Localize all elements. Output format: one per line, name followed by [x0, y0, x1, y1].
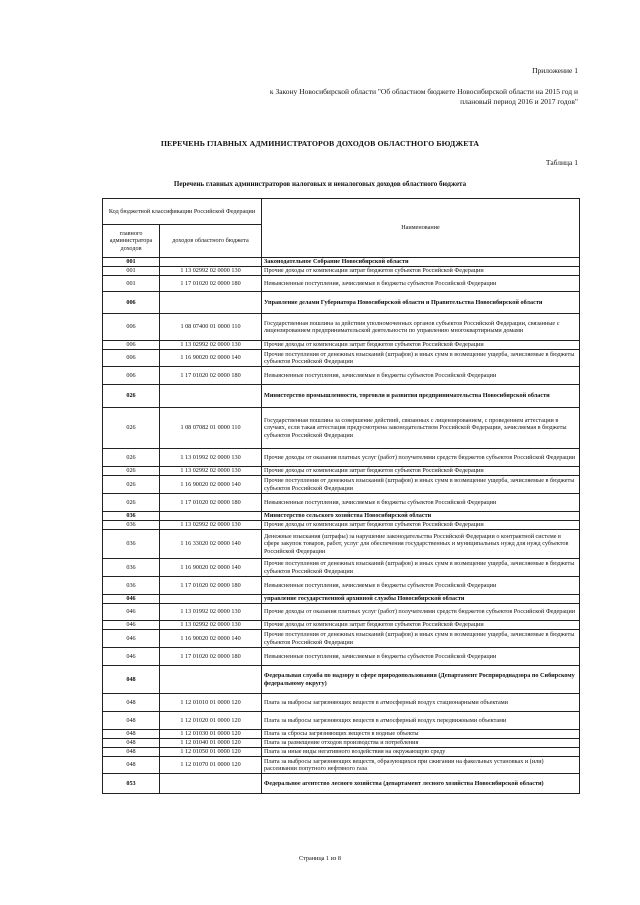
- name-cell: Плата за размещение отходов производства и потребления: [262, 739, 580, 748]
- admin-code-cell: 026: [103, 385, 160, 408]
- revenue-code-cell: 1 17 01020 02 0000 180: [160, 276, 262, 292]
- name-cell: Прочие доходы от компенсации затрат бюджетов субъектов Российской Федерации: [262, 341, 580, 350]
- revenue-code-cell: [160, 292, 262, 314]
- name-cell: Невыясненные поступления, зачисляемые в бюджеты субъектов Российской Федерации: [262, 367, 580, 385]
- admin-code-cell: 046: [103, 648, 160, 666]
- table-label: Таблица 1: [545, 158, 578, 167]
- revenue-code-cell: 1 08 07082 01 0000 110: [160, 408, 262, 449]
- revenue-code-cell: 1 12 01070 01 0000 120: [160, 757, 262, 774]
- name-cell: Прочие доходы от оказания платных услуг (работ) получателями средств бюджетов субъектов Российской Федерации: [262, 604, 580, 621]
- table-row: [103, 476, 580, 494]
- administrator-row: [103, 774, 580, 794]
- revenue-code-cell: 1 08 07400 01 0000 110: [160, 314, 262, 341]
- administrator-row: [103, 385, 580, 408]
- name-cell: Государственная пошлина за совершение действий, связанных с лицензированием, с проведением аттестации в случаях, если такая аттестация предусмотрена законодательством Российской Федерации, зачисляемая в бюджеты субъектов Российской Федерации: [262, 408, 580, 449]
- revenue-code-cell: 1 16 90020 02 0000 140: [160, 350, 262, 367]
- column-group-header: Код бюджетной классификации Российской Федерации: [103, 199, 262, 225]
- name-cell: Прочие поступления от денежных взысканий (штрафов) и иных сумм в возмещение ущерба, зачисляемые в бюджеты субъектов Российской Федерации: [262, 630, 580, 648]
- admin-code-cell: 036: [103, 530, 160, 559]
- administrator-row: [103, 666, 580, 694]
- table-row: [103, 341, 580, 350]
- admin-code-cell: 036: [103, 559, 160, 577]
- table-row: [103, 314, 580, 341]
- admin-code-cell: 026: [103, 476, 160, 494]
- revenue-code-cell: 1 13 02992 02 0000 130: [160, 341, 262, 350]
- table-row: [103, 467, 580, 476]
- revenue-code-cell: 1 13 02992 02 0000 130: [160, 467, 262, 476]
- name-cell: Плата за иные виды негативного воздействия на окружающую среду: [262, 748, 580, 757]
- revenue-code-cell: 1 17 01020 02 0000 180: [160, 577, 262, 595]
- name-cell: Прочие доходы от компенсации затрат бюджетов субъектов Российской Федерации: [262, 467, 580, 476]
- table-row: [103, 494, 580, 512]
- table-row: [103, 748, 580, 757]
- revenue-code-cell: [160, 385, 262, 408]
- admin-code-cell: 026: [103, 449, 160, 467]
- admin-code-cell: 001: [103, 258, 160, 267]
- admin-code-cell: 001: [103, 267, 160, 276]
- admin-code-cell: 046: [103, 621, 160, 630]
- page-number: Страница 1 из 8: [299, 855, 341, 862]
- admin-code-cell: 048: [103, 712, 160, 730]
- admin-code-cell: 048: [103, 730, 160, 739]
- name-cell: Федеральная служба по надзору в сфере природопользования (Департамент Росприроднадзора по Сибирскому федеральному округу): [262, 666, 580, 694]
- admin-code-cell: 036: [103, 521, 160, 530]
- admin-code-cell: 048: [103, 739, 160, 748]
- admin-code-cell: 036: [103, 577, 160, 595]
- revenue-code-cell: 1 12 01030 01 0000 120: [160, 730, 262, 739]
- name-cell: Прочие поступления от денежных взысканий (штрафов) и иных сумм в возмещение ущерба, зачисляемые в бюджеты субъектов Российской Федерации: [262, 476, 580, 494]
- revenue-code-cell: 1 17 01020 02 0000 180: [160, 494, 262, 512]
- table-row: [103, 449, 580, 467]
- name-cell: Прочие поступления от денежных взысканий (штрафов) и иных сумм в возмещение ущерба, зачисляемые в бюджеты субъектов Российской Федерации: [262, 559, 580, 577]
- name-cell: Законодательное Собрание Новосибирской области: [262, 258, 580, 267]
- name-cell: Управление делами Губернатора Новосибирской области и Правительства Новосибирской области: [262, 292, 580, 314]
- table-row: [103, 730, 580, 739]
- revenue-code-cell: 1 16 33020 02 0000 140: [160, 530, 262, 559]
- table-row: [103, 648, 580, 666]
- revenue-code-cell: 1 16 90020 02 0000 140: [160, 476, 262, 494]
- admin-code-cell: 001: [103, 276, 160, 292]
- column-header-code: доходов областного бюджета: [160, 225, 262, 258]
- table-row: [103, 630, 580, 648]
- name-cell: Федеральное агентство лесного хозяйства (департамент лесного хозяйства Новосибирской области): [262, 774, 580, 794]
- table-body: [103, 258, 580, 794]
- name-cell: Невыясненные поступления, зачисляемые в бюджеты субъектов Российской Федерации: [262, 648, 580, 666]
- admin-code-cell: 048: [103, 694, 160, 712]
- table-row: [103, 739, 580, 748]
- revenue-code-cell: 1 12 01040 01 0000 120: [160, 739, 262, 748]
- admin-code-cell: 006: [103, 341, 160, 350]
- name-cell: Прочие поступления от денежных взысканий (штрафов) и иных сумм в возмещение ущерба, зачисляемые в бюджеты субъектов Российской Федерации: [262, 350, 580, 367]
- name-cell: Плата за выбросы загрязняющих веществ в атмосферный воздух стационарными объектами: [262, 694, 580, 712]
- column-header-admin: главного администратора доходов: [103, 225, 160, 258]
- name-cell: Денежные взыскания (штрафы) за нарушение законодательства Российской Федерации о контрактной системе в сфере закупок товаров, работ, услуг для обеспечения государственных и муниципальных нужд для нужд субъектов Российской Федерации: [262, 530, 580, 559]
- name-cell: Невыясненные поступления, зачисляемые в бюджеты субъектов Российской Федерации: [262, 577, 580, 595]
- revenue-administrators-table: [102, 198, 580, 794]
- revenue-code-cell: 1 13 02992 02 0000 130: [160, 521, 262, 530]
- table-row: [103, 577, 580, 595]
- table-row: [103, 559, 580, 577]
- table-row: [103, 408, 580, 449]
- admin-code-cell: 026: [103, 408, 160, 449]
- administrator-row: [103, 512, 580, 521]
- revenue-code-cell: 1 12 01020 01 0000 120: [160, 712, 262, 730]
- admin-code-cell: 036: [103, 512, 160, 521]
- admin-code-cell: 046: [103, 630, 160, 648]
- admin-code-cell: 006: [103, 292, 160, 314]
- name-cell: Плата за выбросы загрязняющих веществ в атмосферный воздух передвижными объектами: [262, 712, 580, 730]
- revenue-code-cell: 1 17 01020 02 0000 180: [160, 648, 262, 666]
- table-row: [103, 757, 580, 774]
- revenue-code-cell: [160, 258, 262, 267]
- name-cell: Невыясненные поступления, зачисляемые в бюджеты субъектов Российской Федерации: [262, 276, 580, 292]
- revenue-code-cell: [160, 774, 262, 794]
- name-cell: Министерство промышленности, торговли и развития предпринимательства Новосибирской области: [262, 385, 580, 408]
- name-cell: Прочие доходы от оказания платных услуг (работ) получателями средств бюджетов субъектов Российской Федерации: [262, 449, 580, 467]
- column-header-name: Наименование: [262, 199, 580, 258]
- admin-code-cell: 026: [103, 467, 160, 476]
- administrator-row: [103, 292, 580, 314]
- administrator-row: [103, 595, 580, 604]
- table-row: [103, 621, 580, 630]
- name-cell: управление государственной архивной службы Новосибирской области: [262, 595, 580, 604]
- revenue-code-cell: 1 13 02992 02 0000 130: [160, 621, 262, 630]
- revenue-code-cell: 1 13 01992 02 0000 130: [160, 449, 262, 467]
- revenue-code-cell: 1 12 01050 01 0000 120: [160, 748, 262, 757]
- admin-code-cell: 026: [103, 494, 160, 512]
- name-cell: Прочие доходы от компенсации затрат бюджетов субъектов Российской Федерации: [262, 267, 580, 276]
- table-row: [103, 530, 580, 559]
- revenue-code-cell: 1 16 90020 02 0000 140: [160, 630, 262, 648]
- document-title: ПЕРЕЧЕНЬ ГЛАВНЫХ АДМИНИСТРАТОРОВ ДОХОДОВ ОБЛАСТНОГО БЮДЖЕТА: [160, 139, 480, 148]
- admin-code-cell: 048: [103, 748, 160, 757]
- admin-code-cell: 006: [103, 350, 160, 367]
- revenue-code-cell: [160, 595, 262, 604]
- admin-code-cell: 048: [103, 757, 160, 774]
- revenue-code-cell: [160, 512, 262, 521]
- revenue-code-cell: 1 12 01010 01 0000 120: [160, 694, 262, 712]
- revenue-code-cell: [160, 666, 262, 694]
- table-row: [103, 604, 580, 621]
- revenue-code-cell: 1 16 90020 02 0000 140: [160, 559, 262, 577]
- table-row: [103, 267, 580, 276]
- table-row: [103, 276, 580, 292]
- name-cell: Государственная пошлина за действия уполномоченных органов субъектов Российской Федерации, связанные с лицензированием предпринимательской деятельности по управлению многоквартирными домами: [262, 314, 580, 341]
- name-cell: Министерство сельского хозяйства Новосибирской области: [262, 512, 580, 521]
- admin-code-cell: 048: [103, 666, 160, 694]
- table-title: Перечень главных администраторов налоговых и неналоговых доходов областного бюджета: [173, 180, 467, 188]
- name-cell: Плата за сбросы загрязняющих веществ в водные объекты: [262, 730, 580, 739]
- name-cell: Плата за выбросы загрязняющих веществ, образующихся при сжигании на факельных установках и (или) рассеивании попутного нефтяного газа: [262, 757, 580, 774]
- admin-code-cell: 006: [103, 314, 160, 341]
- name-cell: Невыясненные поступления, зачисляемые в бюджеты субъектов Российской Федерации: [262, 494, 580, 512]
- table-row: [103, 367, 580, 385]
- admin-code-cell: 046: [103, 604, 160, 621]
- admin-code-cell: 046: [103, 595, 160, 604]
- table-row: [103, 694, 580, 712]
- admin-code-cell: 006: [103, 367, 160, 385]
- admin-code-cell: 053: [103, 774, 160, 794]
- law-reference: к Закону Новосибирской области "Об областном бюджете Новосибирской области на 2015 год и плановый период 2016 и 2017 годов": [269, 87, 578, 106]
- name-cell: Прочие доходы от компенсации затрат бюджетов субъектов Российской Федерации: [262, 521, 580, 530]
- revenue-code-cell: 1 13 01992 02 0000 130: [160, 604, 262, 621]
- revenue-code-cell: 1 17 01020 02 0000 180: [160, 367, 262, 385]
- name-cell: Прочие доходы от компенсации затрат бюджетов субъектов Российской Федерации: [262, 621, 580, 630]
- table-row: [103, 521, 580, 530]
- revenue-code-cell: 1 13 02992 02 0000 130: [160, 267, 262, 276]
- administrator-row: [103, 258, 580, 267]
- table-row: [103, 350, 580, 367]
- appendix-label: Приложение 1: [532, 66, 578, 75]
- table-row: [103, 712, 580, 730]
